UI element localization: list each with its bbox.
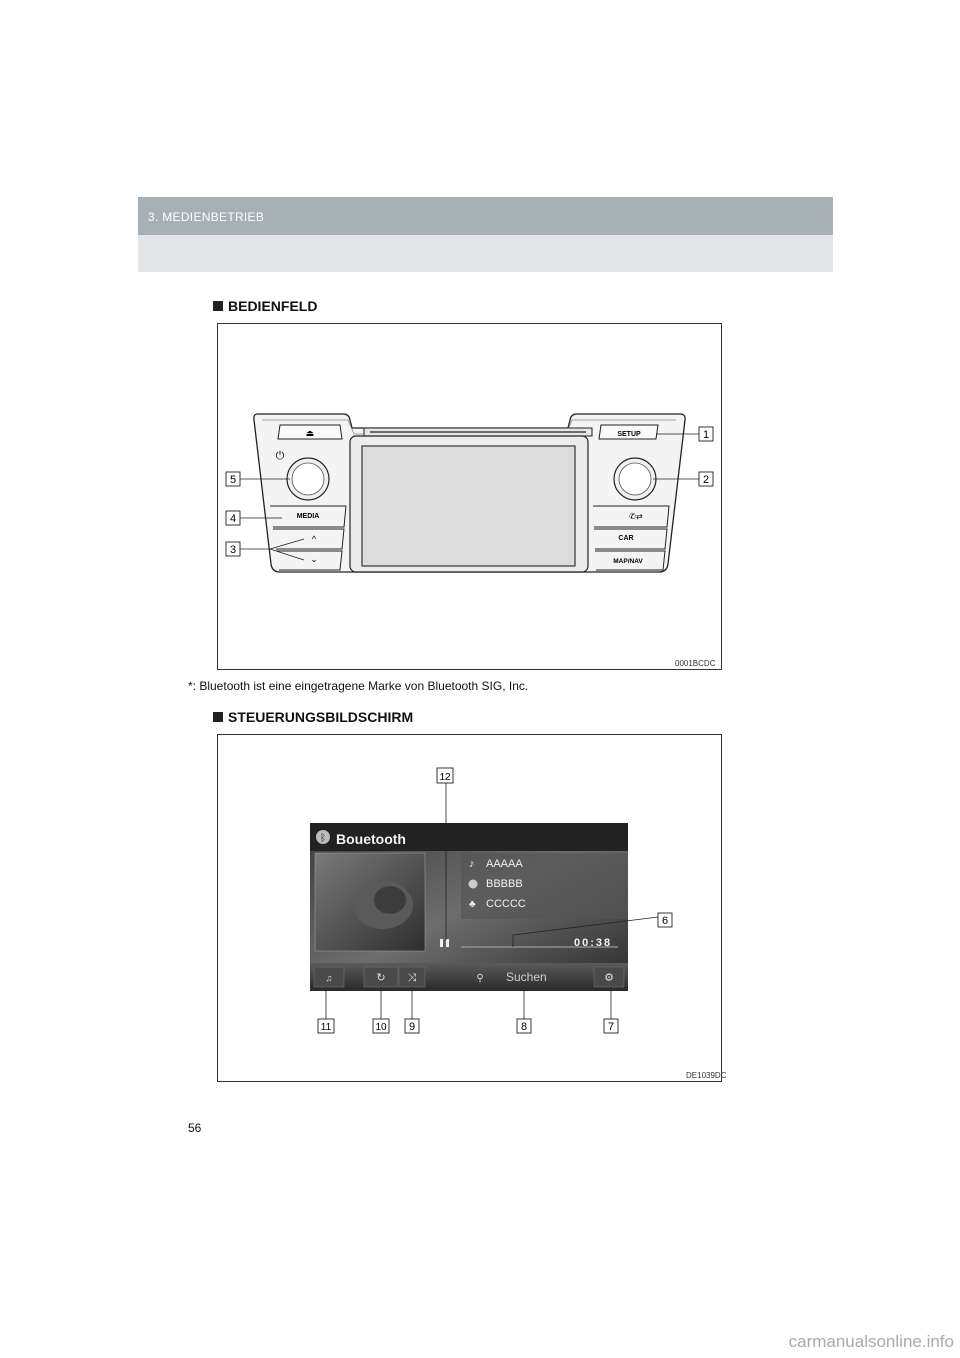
shuffle-icon: ⤨ xyxy=(407,972,417,984)
callout-10: 10 xyxy=(375,1022,387,1033)
panel-figure xyxy=(217,323,722,670)
callout-8: 8 xyxy=(520,1021,528,1033)
page-number: 56 xyxy=(188,1121,202,1135)
callout-12: 12 xyxy=(439,772,451,783)
callout-5: 5 xyxy=(229,474,237,486)
eject-icon[interactable]: ⏏ xyxy=(305,428,315,438)
callout-1: 1 xyxy=(702,429,710,441)
callout-9: 9 xyxy=(408,1021,416,1033)
media-button[interactable]: MEDIA xyxy=(296,513,320,520)
music-note-icon: ♪ xyxy=(469,858,475,870)
callout-7: 7 xyxy=(607,1021,615,1033)
up-button[interactable]: ^ xyxy=(311,534,317,544)
header-subband xyxy=(138,235,833,272)
square-bullet-icon xyxy=(213,712,223,722)
figure-code: DE1039DC xyxy=(686,1071,727,1080)
repeat-icon: ↻ xyxy=(376,972,386,984)
section-title-steuerungsbildschirm: STEUERUNGSBILDSCHIRM xyxy=(213,709,413,725)
callout-6: 6 xyxy=(661,915,669,927)
power-icon[interactable]: ⏻ xyxy=(275,450,285,462)
callout-11: 11 xyxy=(320,1022,332,1033)
chapter-header xyxy=(138,197,833,235)
pause-button[interactable] xyxy=(440,939,443,947)
phone-button[interactable]: ✆⇄ xyxy=(629,512,643,521)
car-button[interactable]: CAR xyxy=(618,535,634,542)
elapsed-time: 00:38 xyxy=(574,937,613,949)
map-nav-button[interactable]: MAP/NAV xyxy=(613,558,643,565)
panel-illustration xyxy=(218,324,721,669)
callout-4: 4 xyxy=(229,513,237,525)
square-bullet-icon xyxy=(213,301,223,311)
search-icon: ⚲ xyxy=(476,973,484,984)
chapter-title: 3. MEDIENBETRIEB xyxy=(148,210,265,224)
album-icon: ♣ xyxy=(469,899,476,910)
gear-icon: ⚙ xyxy=(604,972,614,984)
footnote: *: Bluetooth ist eine eingetragene Marke von Bluetooth SIG, Inc. xyxy=(188,679,529,693)
bluetooth-icon: ᛒ xyxy=(320,833,326,844)
section-title-bedienfeld: BEDIENFELD xyxy=(213,298,317,314)
track-artist: BBBBB xyxy=(486,878,523,890)
screen-illustration xyxy=(218,735,721,1081)
track-title: AAAAA xyxy=(486,858,523,870)
watermark: carmanualsonline.info xyxy=(788,1332,954,1351)
screen-title: Bouetooth xyxy=(336,831,406,847)
source-icon: ♫ xyxy=(325,973,333,983)
search-button[interactable]: Suchen xyxy=(506,970,547,984)
track-album: CCCCC xyxy=(486,898,526,910)
callout-2: 2 xyxy=(702,474,710,486)
setup-button[interactable]: SETUP xyxy=(617,431,641,438)
screen-figure xyxy=(217,734,727,1082)
down-button[interactable]: ⌄ xyxy=(310,554,318,564)
figure-code: 0001BCDC xyxy=(675,659,716,668)
callout-3: 3 xyxy=(229,544,237,556)
